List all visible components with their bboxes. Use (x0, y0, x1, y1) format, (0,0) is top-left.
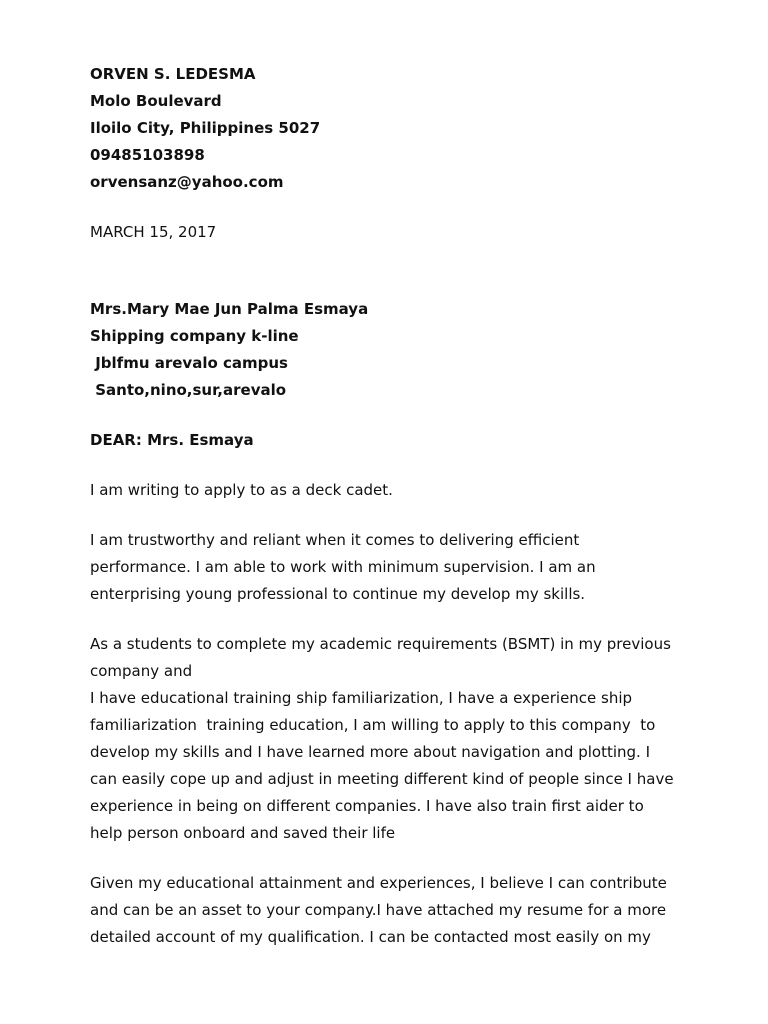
sender-email: orvensanz@yahoo.com (90, 173, 284, 191)
sender-name: ORVEN S. LEDESMA (90, 65, 256, 83)
paragraph-line: I am trustworthy and reliant when it comes to delivering efficient (90, 531, 580, 549)
paragraph-line: enterprising young professional to continue my develop my skills. (90, 585, 586, 603)
sender-phone: 09485103898 (90, 146, 205, 164)
body-paragraph-4 (90, 870, 690, 951)
paragraph-line: As a students to complete my academic requirements (BSMT) in my previous (90, 635, 671, 653)
paragraph-line: Given my educational attainment and experiences, I believe I can contribute (90, 874, 667, 892)
paragraph-line: I am writing to apply to as a deck cadet. (90, 481, 393, 499)
recipient-company: Shipping company k-line (90, 327, 299, 345)
recipient-name: Mrs.Mary Mae Jun Palma Esmaya (90, 300, 369, 318)
paragraph-line: company and (90, 662, 193, 680)
recipient-address-line2: Santo,nino,sur,arevalo (90, 381, 287, 399)
paragraph-line: performance. I am able to work with minimum supervision. I am an (90, 558, 596, 576)
letter-page (90, 61, 690, 951)
paragraph-line: help person onboard and saved their life (90, 824, 396, 842)
salutation: DEAR: Mrs. Esmaya (90, 431, 254, 449)
paragraph-line: develop my skills and I have learned more about navigation and plotting. I (90, 743, 651, 761)
body-paragraph-3 (90, 631, 690, 847)
recipient-address-line1: Jblfmu arevalo campus (90, 354, 288, 372)
letter-date: MARCH 15, 2017 (90, 223, 217, 241)
sender-city: Iloilo City, Philippines 5027 (90, 119, 321, 137)
body-paragraph-1 (90, 477, 690, 504)
paragraph-line: and can be an asset to your company.I have attached my resume for a more (90, 901, 667, 919)
paragraph-line: familiarization training education, I am willing to apply to this company to (90, 716, 656, 734)
sender-block (90, 61, 690, 196)
body-paragraph-2 (90, 527, 690, 608)
paragraph-line: can easily cope up and adjust in meeting different kind of people since I have (90, 770, 674, 788)
paragraph-line: experience in being on different companies. I have also train first aider to (90, 797, 644, 815)
paragraph-line: detailed account of my qualification. I can be contacted most easily on my (90, 928, 651, 946)
salutation-block (90, 427, 690, 454)
sender-street: Molo Boulevard (90, 92, 222, 110)
paragraph-line: I have educational training ship familiarization, I have a experience ship (90, 689, 633, 707)
date-block (90, 219, 690, 246)
recipient-block (90, 296, 690, 404)
